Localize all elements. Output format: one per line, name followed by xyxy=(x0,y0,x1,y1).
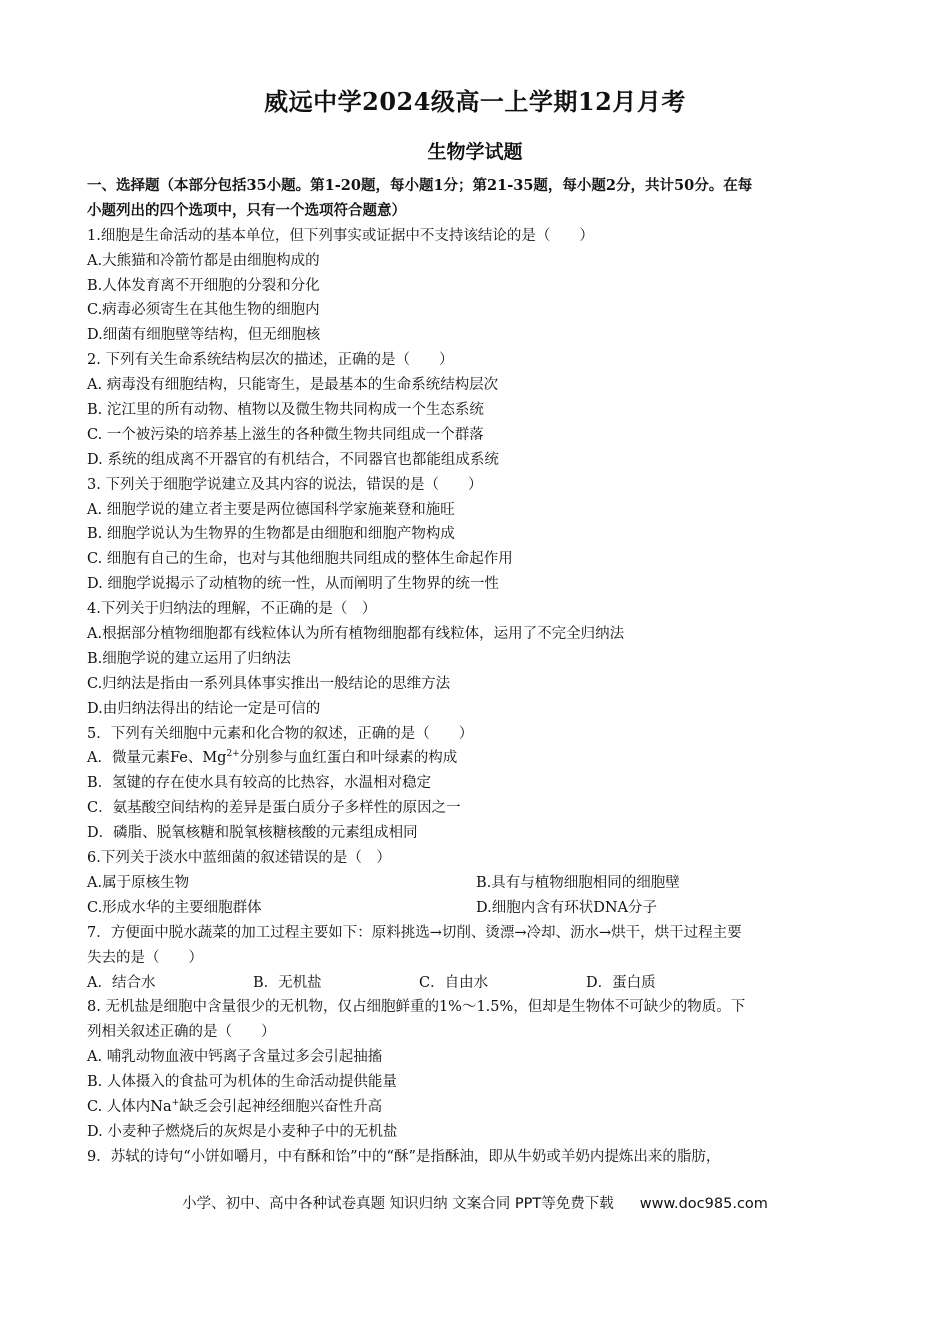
question-2-option-c: C. 一个被污染的培养基上滋生的各种微生物共同组成一个群落 xyxy=(87,426,484,443)
question-2-stem: 2. 下列有关生命系统结构层次的描述，正确的是（ ） xyxy=(87,352,454,369)
question-7-stem-cont: 失去的是（ ） xyxy=(87,949,203,966)
question-3-option-a: A. 细胞学说的建立者主要是两位德国科学家施莱登和施旺 xyxy=(87,501,455,518)
question-7-options xyxy=(87,971,877,996)
question-4-option-c: C.归纳法是指由一系列具体事实推出一般结论的思维方法 xyxy=(87,675,451,692)
question-8-option-d: D. 小麦种子燃烧后的灰烬是小麦种子中的无机盐 xyxy=(87,1123,398,1140)
question-8-option-a: A. 哺乳动物血液中钙离子含量过多会引起抽搐 xyxy=(87,1049,383,1066)
question-8-option-b: B. 人体摄入的食盐可为机体的生命活动提供能量 xyxy=(87,1074,397,1091)
question-7-option-a: A．结合水 xyxy=(87,974,156,991)
footer-text: 小学、初中、高中各种试卷真题 知识归纳 文案合同 PPT等免费下载 xyxy=(182,1196,614,1212)
question-2-option-b: B. 沱江里的所有动物、植物以及微生物共同构成一个生态系统 xyxy=(87,402,484,419)
question-1-stem: 1.细胞是生命活动的基本单位，但下列事实或证据中不支持该结论的是（ ） xyxy=(87,227,594,244)
question-3-option-b: B. 细胞学说认为生物界的生物都是由细胞和细胞产物构成 xyxy=(87,526,455,543)
question-8-option-c-text-cont: 缺乏会引起神经细胞兴奋性升高 xyxy=(179,1098,383,1115)
question-2-option-d: D. 系统的组成离不开器官的有机结合，不同器官也都能组成系统 xyxy=(87,451,499,468)
question-6-options-row-1 xyxy=(87,871,877,896)
exam-body xyxy=(87,174,877,1170)
exam-subtitle: 生物学试题 xyxy=(427,141,523,163)
question-3-option-d: D. 细胞学说揭示了动植物的统一性，从而阐明了生物界的统一性 xyxy=(87,576,499,593)
question-7-option-d: D．蛋白质 xyxy=(586,974,656,991)
question-5-option-a xyxy=(87,746,877,771)
question-3-stem: 3. 下列关于细胞学说建立及其内容的说法，错误的是（ ） xyxy=(87,476,483,493)
section-heading: 一、选择题（本部分包括35小题。第1-20题，每小题1分；第21-35题，每小题2分，共计50分。在每 xyxy=(87,177,753,194)
ion-charge-superscript: + xyxy=(171,1097,180,1108)
question-8-option-c xyxy=(87,1095,877,1120)
question-1-option-d: D.细菌有细胞壁等结构，但无细胞核 xyxy=(87,327,321,344)
question-5-option-a-text: A．微量元素Fe、Mg xyxy=(87,750,227,767)
question-8-stem: 8. 无机盐是细胞中含量很少的无机物，仅占细胞鲜重的1%～1.5%，但却是生物体不可缺少的物质。下 xyxy=(87,999,746,1016)
question-6-options-row-2 xyxy=(87,896,877,921)
question-1-option-a: A.大熊猫和冷箭竹都是由细胞构成的 xyxy=(87,252,320,269)
question-5-option-c: C．氨基酸空间结构的差异是蛋白质分子多样性的原因之一 xyxy=(87,800,461,817)
question-4-option-a: A.根据部分植物细胞都有线粒体认为所有植物细胞都有线粒体，运用了不完全归纳法 xyxy=(87,626,625,643)
question-2-option-a: A. 病毒没有细胞结构，只能寄生，是最基本的生命系统结构层次 xyxy=(87,377,499,394)
question-7-stem: 7．方便面中脱水蔬菜的加工过程主要如下：原料挑选→切削、烫漂→冷却、沥水→烘干，烘干过程主要 xyxy=(87,924,742,941)
question-1-option-b: B.人体发育离不开细胞的分裂和分化 xyxy=(87,277,320,294)
page-footer xyxy=(0,1192,950,1213)
question-4-option-d: D.由归纳法得出的结论一定是可信的 xyxy=(87,700,321,717)
question-4-stem: 4.下列关于归纳法的理解，不正确的是（ ） xyxy=(87,601,377,618)
question-5-option-d: D．磷脂、脱氧核糖和脱氧核糖核酸的元素组成相同 xyxy=(87,825,418,842)
question-6-option-a: A.属于原核生物 xyxy=(87,874,190,891)
question-4-option-b: B.细胞学说的建立运用了归纳法 xyxy=(87,650,291,667)
question-6-option-b: B.具有与植物细胞相同的细胞壁 xyxy=(476,874,680,891)
question-9-stem: 9．苏轼的诗句“小饼如嚼月，中有酥和饴”中的“酥”是指酥油，即从牛奶或羊奶内提炼出来的脂肪， xyxy=(87,1148,721,1165)
section-heading-cont: 小题列出的四个选项中，只有一个选项符合题意） xyxy=(87,201,406,219)
question-6-option-c: C.形成水华的主要细胞群体 xyxy=(87,899,262,916)
question-7-option-b: B．无机盐 xyxy=(253,974,322,991)
question-5-option-a-text-cont: 分别参与血红蛋白和叶绿素的构成 xyxy=(239,750,458,767)
question-5-stem: 5．下列有关细胞中元素和化合物的叙述，正确的是（ ） xyxy=(87,725,474,742)
question-3-option-c: C. 细胞有自己的生命，也对与其他细胞共同组成的整体生命起作用 xyxy=(87,551,513,568)
footer-site-link[interactable]: www.doc985.com xyxy=(639,1196,768,1212)
question-8-option-c-text: C. 人体内Na xyxy=(87,1098,172,1115)
question-7-option-c: C．自由水 xyxy=(419,974,489,991)
question-6-stem: 6.下列关于淡水中蓝细菌的叙述错误的是（ ） xyxy=(87,850,391,867)
question-6-option-d: D.细胞内含有环状DNA分子 xyxy=(476,899,658,916)
exam-title: 威远中学2024级高一上学期12月月考 xyxy=(264,87,686,116)
question-8-stem-cont: 列相关叙述正确的是（ ） xyxy=(87,1024,276,1041)
question-5-option-b: B．氢键的存在使水具有较高的比热容，水温相对稳定 xyxy=(87,775,432,792)
question-1-option-c: C.病毒必须寄生在其他生物的细胞内 xyxy=(87,302,320,319)
ion-charge-superscript: 2+ xyxy=(226,749,240,760)
